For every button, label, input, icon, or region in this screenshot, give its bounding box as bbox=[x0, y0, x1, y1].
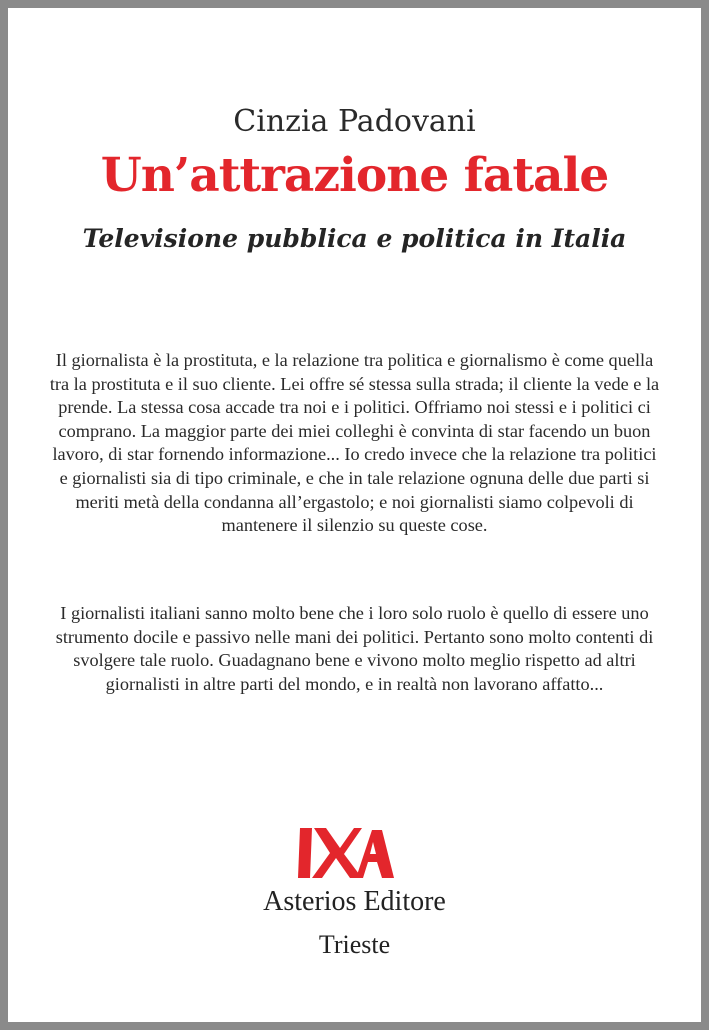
back-quote-paragraph-2: I giornalisti italiani sanno molto bene che i loro solo ruolo è quello di essere uno strumento docile e passivo nelle mani dei politici. Pertanto sono molto contenti di svolgere tale ruolo. Guadagnano bene e vivono molto meglio rispetto ad altri giornalisti in altre parti del mondo, e in realtà non lavorano affatto... bbox=[55, 603, 654, 694]
publisher-city: Trieste bbox=[318, 930, 391, 959]
back-quote-paragraph-1: Il giornalista è la prostituta, e la relazione tra politica e giornalismo è come quella tra la prostituta e il suo cliente. Lei offre sé stessa sulla strada; il cliente la vede e la prende. La stessa cosa accade tra noi e i politici. Offriamo noi stessi e i politici ci comprano. La maggior parte dei miei colleghi è convinta di star facendo un buon lavoro, di star fornendo informazione... Io credo invece che la relazione tra politici e giornalisti sia di tipo criminale, e che in tale relazione ognuna delle due parti si meriti metà della condanna all’ergastolo; e noi giornalisti siamo colpevoli di mantenere il silenzio su queste cose. bbox=[49, 350, 660, 536]
asterios-logo-icon bbox=[296, 824, 396, 882]
book-title: Un’attrazione fatale bbox=[100, 148, 609, 203]
author-name: Cinzia Padovani bbox=[233, 104, 476, 139]
book-cover bbox=[8, 8, 701, 1022]
book-subtitle: Televisione pubblica e politica in Italia bbox=[82, 224, 627, 253]
publisher-name: Asterios Editore bbox=[263, 886, 446, 917]
